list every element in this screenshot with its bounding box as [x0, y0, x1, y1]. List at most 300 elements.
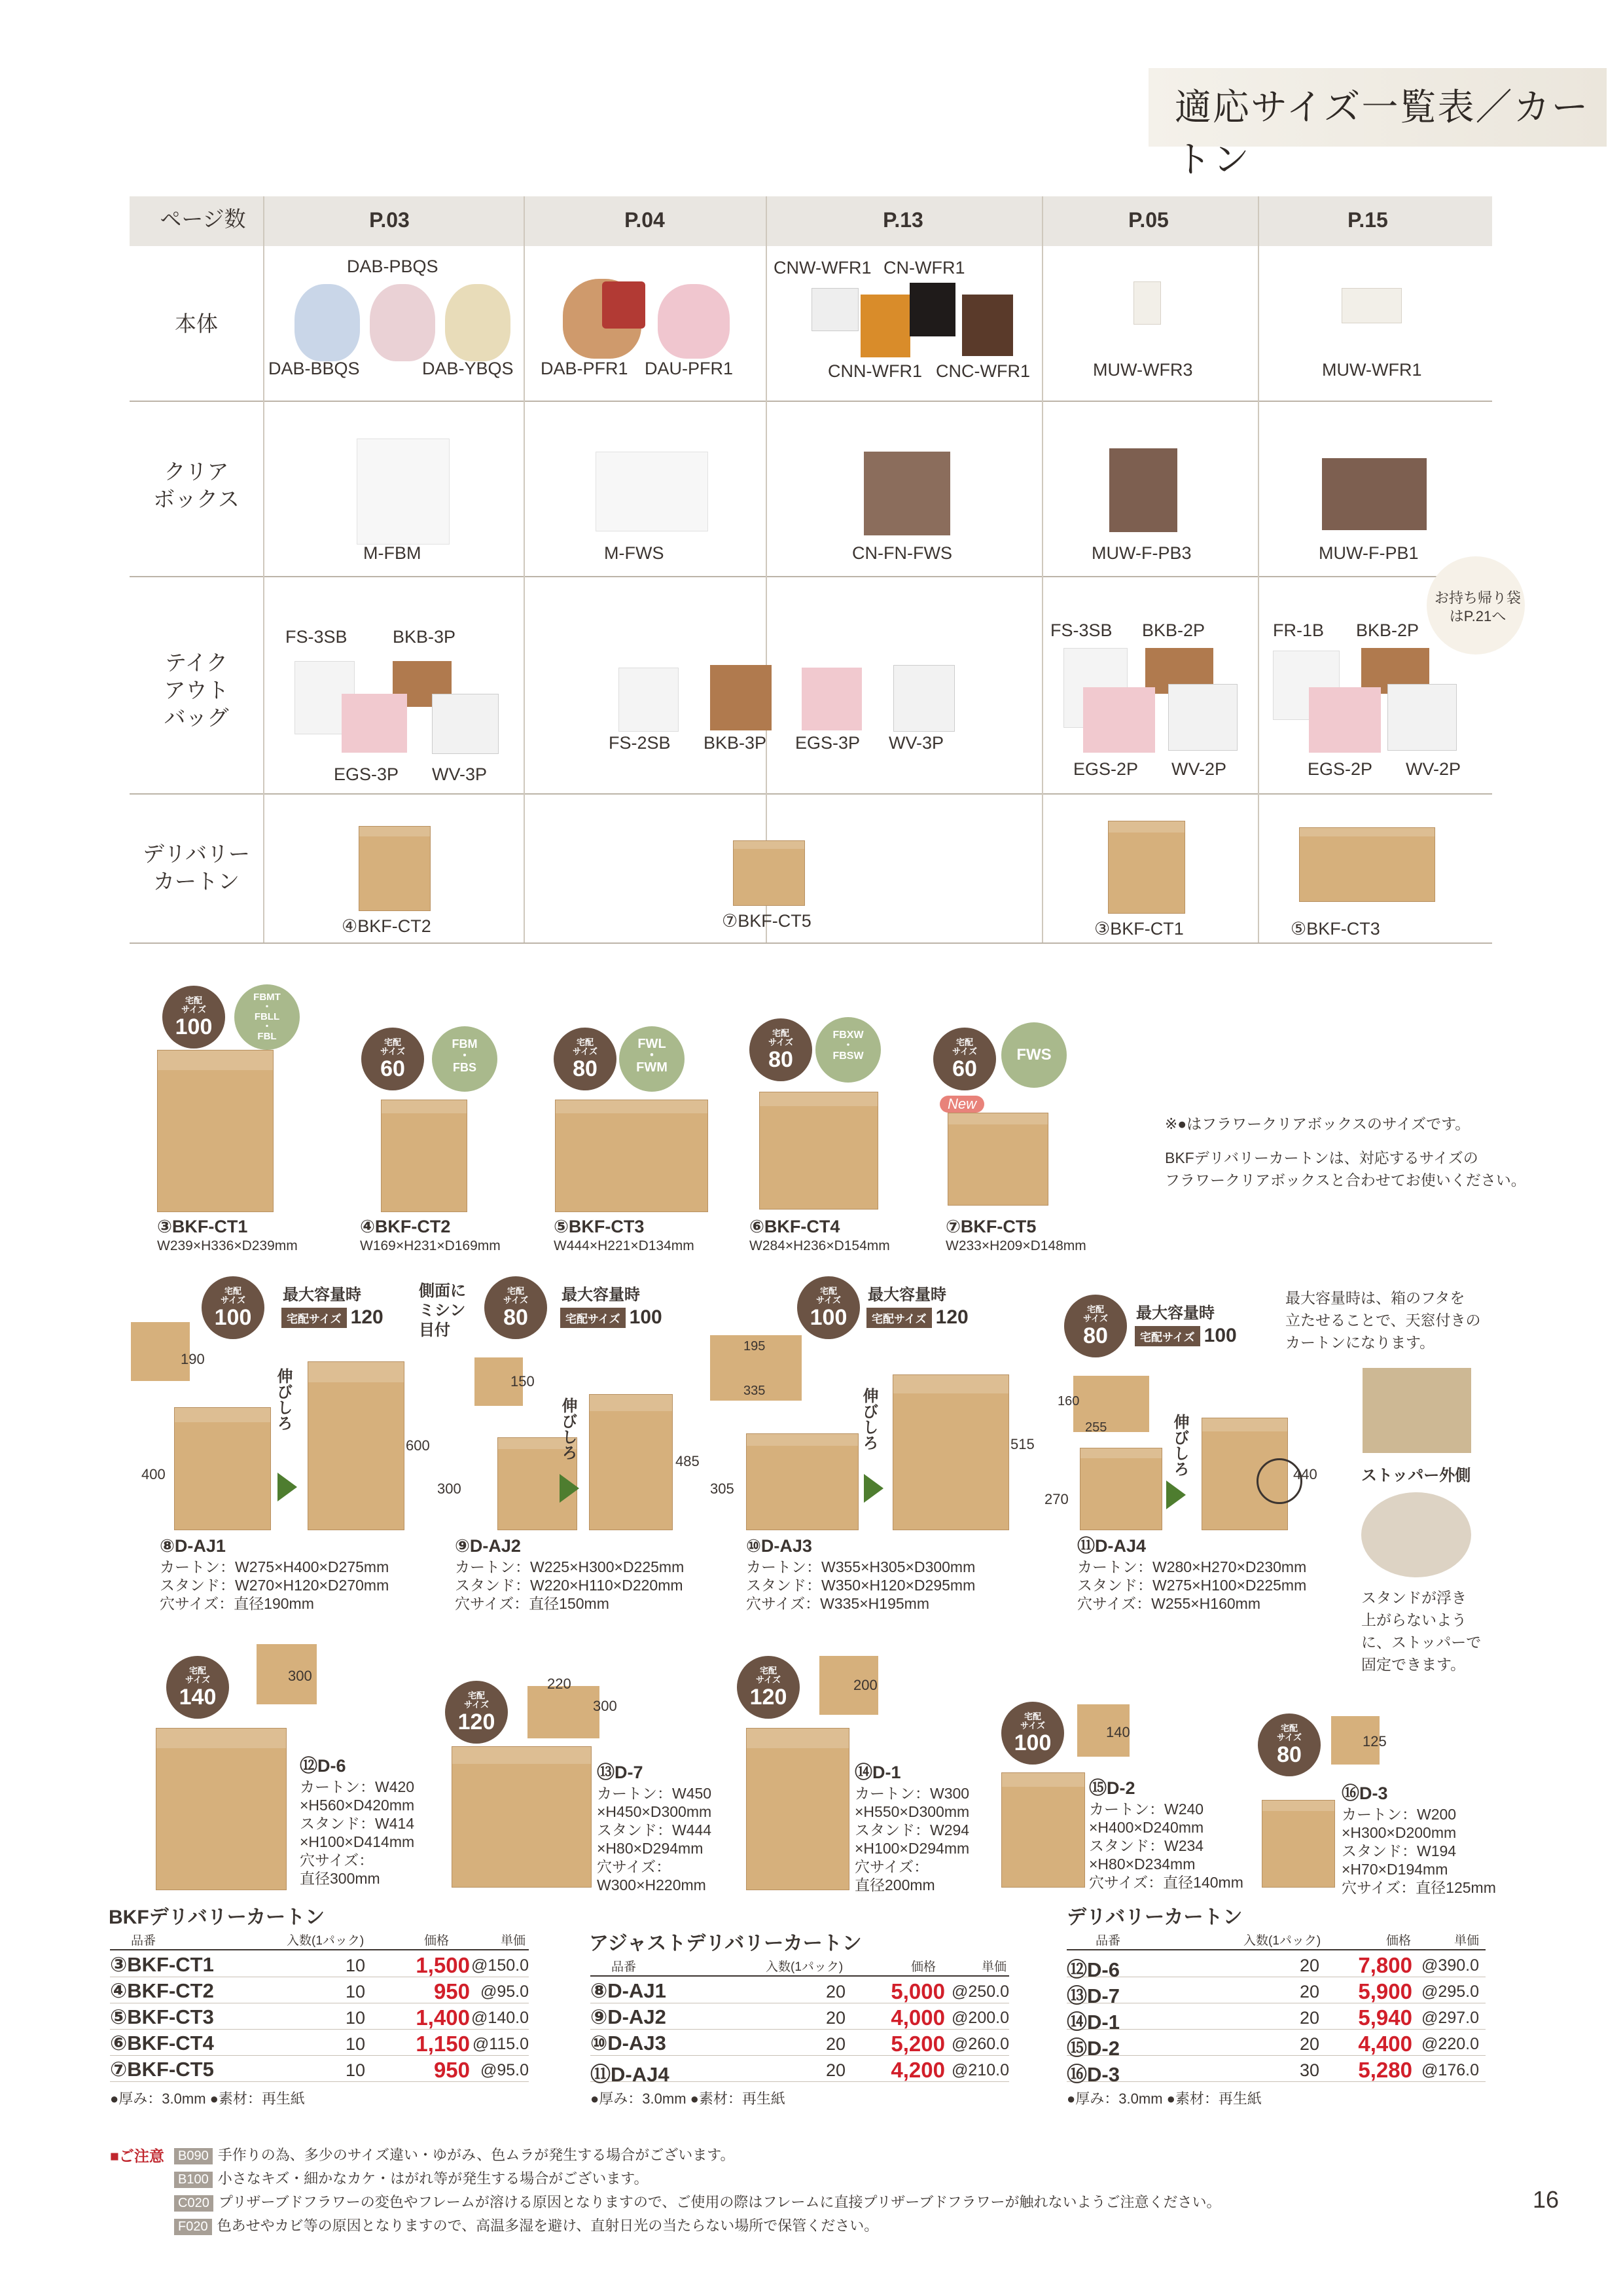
d-aj3-closed-image	[746, 1433, 859, 1530]
row-price: 4,000	[891, 2005, 945, 2030]
bag-kraft-image	[710, 665, 772, 730]
row-price: 950	[433, 2058, 470, 2082]
row-code: ⑤BKF-CT3	[110, 2005, 214, 2028]
product-caption: CNN-WFR1	[828, 361, 922, 381]
row-label-delivery-carton: デリバリー カートン	[142, 842, 250, 893]
badge-number: 100	[810, 1305, 847, 1330]
price-table-title: BKFデリバリーカートン	[109, 1907, 325, 1928]
table-footnote: ●厚み：3.0mm ●素材：再生紙	[110, 2090, 305, 2107]
row-label-pages: ページ数	[160, 207, 246, 231]
delivery-size-badge: 宅配 サイズ 100	[797, 1276, 860, 1339]
d-3-image	[1262, 1800, 1335, 1888]
d-spec-line: カートン：W450	[597, 1785, 712, 1802]
bkf-code	[157, 1217, 247, 1236]
expand-arrow-icon	[560, 1474, 579, 1503]
product-caption: WV-3P	[432, 764, 488, 784]
badge-number: 140	[179, 1685, 217, 1710]
product-caption: BKB-3P	[704, 733, 767, 753]
badge-number: 120	[457, 1710, 495, 1734]
row-price: 950	[433, 1979, 470, 2003]
bkf-code	[554, 1217, 644, 1236]
row-qty: 10	[345, 1982, 365, 2001]
product-caption: CN-FN-FWS	[852, 543, 952, 563]
bear-pink-image	[370, 284, 435, 361]
bag-pink-image	[1083, 687, 1155, 753]
bkf-code-text: ③BKF-CT1	[157, 1217, 248, 1236]
row-qty: 20	[825, 1982, 846, 2001]
caution-label: ■ご注意	[110, 2147, 164, 2164]
max-capacity-size	[866, 1306, 969, 1329]
height-label: 400	[141, 1466, 166, 1482]
bkf-code	[946, 1217, 1036, 1236]
aj-spec-line: カートン：W225×H300×D225mm	[455, 1558, 685, 1575]
product-caption: ⑤BKF-CT3	[1291, 919, 1380, 939]
delivery-size-badge: 宅配 サイズ 80	[1064, 1295, 1127, 1357]
row-price: 7,800	[1358, 1953, 1412, 1977]
delivery-size-badge	[933, 1028, 996, 1090]
badge-label: 宅配 サイズ	[573, 1037, 597, 1056]
delivery-size-badge: 宅配 サイズ 140	[166, 1656, 229, 1719]
col-head-qty: 入数(1パック)	[766, 1960, 844, 1974]
caution-item	[174, 2144, 735, 2164]
bkf-ct3-image	[555, 1100, 708, 1212]
max-tag: 宅配サイズ	[281, 1308, 347, 1328]
max-capacity-note: 最大容量時は、箱のフタを 立たせることで、天窓付きの カートンになります。	[1285, 1289, 1481, 1351]
col-head-qty: 入数(1パック)	[1243, 1934, 1321, 1948]
delivery-size-badge	[749, 1018, 812, 1081]
d-code-text: ⑭D-1	[855, 1763, 901, 1782]
product-caption: FS-2SB	[609, 733, 671, 753]
row-code: ⑩D-AJ3	[590, 2032, 666, 2054]
row-qty: 20	[1299, 2034, 1319, 2054]
table-rule	[590, 1975, 1009, 1977]
height-label: 440	[1293, 1466, 1317, 1482]
d-spec-line: 穴サイズ：	[597, 1858, 671, 1875]
aj-code-text: ⑨D-AJ2	[455, 1536, 521, 1556]
d-code-text: ⑫D-6	[300, 1756, 346, 1776]
flower-box-size-badge: FWS	[1001, 1022, 1067, 1088]
aj-code-text: ⑪D-AJ4	[1077, 1536, 1147, 1556]
bag-wave-image	[1168, 684, 1238, 751]
d-spec-line: スタンド：W194	[1342, 1842, 1457, 1859]
row-code: ⑫D-6	[1067, 1958, 1120, 1981]
table-row	[1067, 2058, 1486, 2086]
bkf-note-line: BKFデリバリーカートンは、対応するサイズの	[1165, 1149, 1478, 1166]
row-qty: 20	[825, 2034, 846, 2054]
badge-label: 宅配 サイズ	[952, 1037, 977, 1056]
stretch-label: 伸びしろ	[274, 1368, 292, 1431]
flower-box-size-badge: FBXW ・ FBSW	[815, 1017, 881, 1083]
table-row	[590, 1979, 1009, 2003]
aj-code-text: ⑩D-AJ3	[746, 1536, 812, 1556]
badge-label: 宅配 サイズ	[768, 1028, 793, 1047]
aj-code	[746, 1537, 812, 1556]
stopper-callout-circle	[1257, 1458, 1302, 1504]
d-spec-line: 穴サイズ：	[855, 1858, 929, 1875]
row-divider	[130, 942, 1492, 944]
row-code: ⑬D-7	[1067, 1984, 1120, 2007]
d-spec-line: カートン：W240	[1089, 1801, 1204, 1818]
gift-box-image	[602, 281, 645, 329]
table-footnote: ●厚み：3.0mm ●素材：再生紙	[1067, 2090, 1262, 2107]
d-spec-line: W300×H220mm	[597, 1876, 706, 1893]
table-rule	[1067, 1949, 1486, 1950]
d-spec-line: ×H100×D294mm	[855, 1840, 970, 1857]
product-caption: FS-3SB	[285, 627, 348, 647]
clear-box-wide-image	[596, 452, 708, 531]
bag-wave-image	[432, 694, 499, 754]
bear-blue-image	[294, 284, 360, 361]
product-caption: WV-3P	[889, 733, 944, 753]
aj-spec-line: スタンド：W220×H110×D220mm	[455, 1577, 683, 1594]
stretch-label: 伸びしろ	[1171, 1414, 1188, 1477]
row-price: 5,280	[1358, 2058, 1412, 2082]
table-row	[1067, 1979, 1486, 2007]
col-divider	[1258, 196, 1259, 942]
max-size-number: 120	[935, 1306, 969, 1328]
product-caption: WV-2P	[1171, 759, 1227, 779]
max-capacity-label: 最大容量時	[562, 1286, 640, 1304]
row-qty: 20	[825, 2060, 846, 2080]
hole-size-label: 160	[1058, 1394, 1080, 1408]
col-divider	[524, 196, 525, 942]
row-unit: @220.0	[1421, 2035, 1479, 2053]
row-unit: @200.0	[952, 2009, 1009, 2027]
bkf-ct2-image	[381, 1100, 467, 1212]
bkf-dims: W239×H336×D239mm	[157, 1238, 298, 1253]
product-caption: BKB-3P	[393, 627, 456, 647]
badge-number: 80	[768, 1047, 793, 1072]
bkf-dims: W169×H231×D169mm	[360, 1238, 501, 1253]
col-head-unit: 単価	[501, 1934, 526, 1948]
delivery-size-badge: 宅配 サイズ 80	[1258, 1713, 1321, 1776]
frame-wide-image	[1342, 288, 1402, 323]
table-rule	[110, 1949, 529, 1950]
height-label: 600	[406, 1437, 430, 1454]
d-7-image	[452, 1746, 592, 1888]
row-unit: @250.0	[952, 1982, 1009, 2001]
hole-size-label: 335	[743, 1384, 766, 1398]
bkf-dims: W444×H221×D134mm	[554, 1238, 694, 1253]
table-row	[110, 1979, 529, 2003]
product-caption: CNC-WFR1	[936, 361, 1030, 381]
d-spec-line: ×H450×D300mm	[597, 1803, 712, 1820]
bag-pink-image	[802, 668, 862, 730]
row-code: ⑥BKF-CT4	[110, 2032, 214, 2054]
product-caption: MUW-F-PB1	[1319, 543, 1419, 563]
flower-box-size-badge: FBMT ・ FBLL ・ FBL	[234, 984, 300, 1050]
height-label: 300	[437, 1480, 461, 1497]
product-caption: DAB-PFR1	[541, 359, 628, 378]
d-code-text: ⑮D-2	[1089, 1778, 1135, 1798]
page-ref: P.13	[883, 208, 923, 232]
col-divider	[263, 196, 264, 942]
max-capacity-label: 最大容量時	[868, 1286, 946, 1304]
frame-black-image	[910, 283, 955, 336]
row-label-takeout-bag: テイク アウト バッグ	[164, 651, 229, 730]
page-ref: P.04	[624, 208, 665, 232]
max-capacity-size	[1135, 1325, 1237, 1347]
caution-text: 小さなキズ・細かなカケ・はがれ等が発生する場合がございます。	[217, 2170, 649, 2187]
row-divider	[130, 401, 1492, 402]
d-spec-line: カートン：W300	[855, 1785, 970, 1802]
row-qty: 20	[1299, 2008, 1319, 2028]
max-tag: 宅配サイズ	[866, 1308, 932, 1328]
row-unit: @176.0	[1421, 2061, 1479, 2079]
aj-spec-line: 穴サイズ：直径150mm	[455, 1595, 609, 1612]
d-spec-line: 穴サイズ：直径125mm	[1342, 1879, 1496, 1896]
product-caption: DAB-PBQS	[347, 257, 438, 276]
aj-spec-line: スタンド：W275×H100×D225mm	[1077, 1577, 1307, 1594]
col-head-code: 品番	[1096, 1934, 1121, 1948]
d-spec-line: ×H300×D200mm	[1342, 1824, 1457, 1841]
side-perforation-note: 側面に ミシン 目付	[419, 1282, 466, 1339]
aj-spec-line: カートン：W280×H270×D230mm	[1077, 1558, 1307, 1575]
product-caption: FS-3SB	[1050, 620, 1113, 640]
d-spec-line: 直径300mm	[300, 1870, 380, 1887]
d-aj3-open-image	[893, 1374, 1009, 1530]
row-code: ③BKF-CT1	[110, 1953, 214, 1976]
col-head-code: 品番	[611, 1960, 637, 1974]
d-spec-line: ×H100×D414mm	[300, 1833, 415, 1850]
stretch-label: 伸びしろ	[559, 1397, 577, 1460]
badge-number: 100	[175, 1014, 213, 1039]
aj-spec-line: 穴サイズ：W255×H160mm	[1077, 1595, 1260, 1612]
row-price: 1,150	[416, 2032, 470, 2056]
product-caption: DAB-YBQS	[422, 359, 514, 378]
aj-spec-line: カートン：W355×H305×D300mm	[746, 1558, 976, 1575]
aj-spec-line: スタンド：W350×H120×D295mm	[746, 1577, 976, 1594]
d-spec-line: スタンド：W234	[1089, 1837, 1204, 1854]
price-table-title: デリバリーカートン	[1067, 1907, 1243, 1928]
hole-size-label: 190	[181, 1351, 205, 1367]
aj-code	[455, 1537, 521, 1556]
d-spec-line: スタンド：W414	[300, 1815, 415, 1832]
product-caption: MUW-WFR1	[1322, 360, 1422, 380]
hole-size-label: 300	[288, 1668, 312, 1684]
height-label: 270	[1044, 1491, 1069, 1507]
aj-code	[1077, 1537, 1146, 1556]
row-qty: 10	[345, 2060, 365, 2080]
flower-box-size-badge: FWL ・ FWM	[619, 1026, 685, 1092]
stand-box-image	[864, 452, 950, 535]
product-caption: MUW-F-PB3	[1092, 543, 1192, 563]
product-caption: DAU-PFR1	[645, 359, 734, 378]
row-qty: 20	[1299, 1956, 1319, 1975]
row-price: 5,940	[1358, 2005, 1412, 2030]
row-unit: @95.0	[480, 1982, 529, 2001]
flower-box-size-badge: FBM ・ FBS	[432, 1026, 497, 1092]
row-qty: 20	[825, 2008, 846, 2028]
max-size-number: 100	[629, 1306, 662, 1328]
delivery-size-badge	[162, 986, 225, 1049]
product-caption: EGS-3P	[334, 764, 399, 784]
page-ref: P.05	[1128, 208, 1169, 232]
row-price: 1,500	[416, 1953, 470, 1977]
max-capacity-size	[281, 1306, 383, 1329]
d-aj1-open-image	[308, 1361, 404, 1530]
hole-size-label: 255	[1085, 1420, 1107, 1435]
carton-image	[733, 840, 805, 906]
d-spec-line: ×H70×D194mm	[1342, 1861, 1448, 1878]
max-capacity-label: 最大容量時	[1136, 1304, 1215, 1322]
row-price: 5,900	[1358, 1979, 1412, 2003]
max-capacity-size	[560, 1306, 662, 1329]
row-price: 5,200	[891, 2032, 945, 2056]
table-row	[1067, 1953, 1486, 1981]
badge-number: 60	[952, 1056, 977, 1081]
row-label-clear-box: クリア ボックス	[153, 459, 240, 511]
badge-number: 60	[380, 1056, 405, 1081]
price-table-title: アジャストデリバリーカートン	[589, 1933, 862, 1954]
aj-code-text: ⑧D-AJ1	[160, 1536, 226, 1556]
d-code-text: ⑯D-3	[1342, 1784, 1388, 1803]
product-caption: EGS-2P	[1308, 759, 1373, 779]
caution-code: B090	[174, 2148, 213, 2164]
bkf-ct1-image	[157, 1050, 274, 1212]
max-capacity-label: 最大容量時	[283, 1286, 361, 1304]
d-aj4-closed-image	[1080, 1448, 1162, 1530]
table-row	[1067, 2005, 1486, 2034]
row-price: 5,000	[891, 1979, 945, 2003]
d-code-text: ⑬D-7	[597, 1763, 643, 1782]
row-unit: @140.0	[471, 2009, 529, 2027]
row-divider	[130, 576, 1492, 577]
frame-white-image	[812, 288, 859, 331]
bkf-code-text: ⑥BKF-CT4	[749, 1217, 840, 1236]
product-caption: FR-1B	[1273, 620, 1325, 640]
delivery-size-badge: 宅配 サイズ 120	[737, 1656, 800, 1719]
row-qty: 10	[345, 2008, 365, 2028]
caution-item	[174, 2168, 649, 2188]
product-caption: EGS-2P	[1073, 759, 1139, 779]
d-spec-line: 穴サイズ：直径140mm	[1089, 1874, 1243, 1891]
aj-spec-line: 穴サイズ：直径190mm	[160, 1595, 314, 1612]
hole-size-label: 140	[1106, 1724, 1130, 1740]
product-caption: DAB-BBQS	[268, 359, 360, 378]
clear-box-tall-image	[357, 439, 450, 545]
product-caption: BKB-2P	[1356, 620, 1419, 640]
row-qty: 30	[1299, 2060, 1319, 2080]
delivery-size-badge	[361, 1028, 424, 1090]
table-row	[110, 2032, 529, 2056]
product-caption: CN-WFR1	[883, 258, 965, 278]
carton-image	[1299, 827, 1435, 902]
row-unit: @210.0	[952, 2061, 1009, 2079]
bkf-code	[749, 1217, 840, 1236]
col-head-price: 価格	[1386, 1934, 1412, 1948]
bkf-code-text: ⑦BKF-CT5	[946, 1217, 1037, 1236]
stopper-label: ストッパー外側	[1361, 1467, 1471, 1484]
d-spec-line: カートン：W420	[300, 1778, 415, 1795]
row-unit: @260.0	[952, 2035, 1009, 2053]
aj-code	[160, 1537, 226, 1556]
carton-image	[359, 826, 431, 911]
stopper-note: スタンドが浮き 上がらないよう に、ストッパーで 固定できます。	[1361, 1589, 1482, 1673]
aj-spec-line: スタンド：W270×H120×D270mm	[160, 1577, 389, 1594]
row-unit: @297.0	[1421, 2009, 1479, 2027]
page-title-banner	[1149, 68, 1607, 181]
d-spec-line: 直径200mm	[855, 1876, 935, 1893]
d-spec-line: ×H80×D294mm	[597, 1840, 704, 1857]
hole-size-label: 300	[593, 1698, 617, 1714]
product-caption: ⑦BKF-CT5	[722, 911, 812, 931]
bkf-note-line: ※●はフラワークリアボックスのサイズです。	[1165, 1115, 1471, 1132]
badge-number: 80	[1277, 1742, 1302, 1767]
row-code: ⑦BKF-CT5	[110, 2058, 214, 2081]
delivery-size-badge: 宅配 サイズ 120	[445, 1681, 508, 1744]
bkf-dims: W284×H236×D154mm	[749, 1238, 890, 1253]
d-code	[855, 1763, 901, 1782]
expand-arrow-icon	[1166, 1480, 1186, 1509]
row-code: ⑧D-AJ1	[590, 1979, 666, 2002]
col-head-price: 価格	[424, 1934, 450, 1948]
badge-label: 宅配 サイズ	[380, 1037, 405, 1056]
caution-text: 色あせやカビ等の原因となりますので、高温多湿を避け、直射日光の当たらない場所で保管ください。	[217, 2217, 879, 2234]
bkf-ct5-image	[948, 1113, 1048, 1206]
row-divider	[130, 793, 1492, 795]
d-spec-line: 穴サイズ：	[300, 1852, 374, 1869]
page-number: 16	[1533, 2186, 1560, 2213]
d-aj2-open-image	[589, 1394, 673, 1530]
row-price: 4,400	[1358, 2032, 1412, 2056]
max-capacity-photo	[1363, 1368, 1471, 1453]
table-row	[590, 2032, 1009, 2056]
bag-pink-image	[1309, 687, 1381, 753]
max-size-number: 100	[1204, 1325, 1237, 1346]
bkf-code-text: ④BKF-CT2	[360, 1217, 451, 1236]
caution-item	[174, 2215, 878, 2235]
badge-label: 宅配 サイズ	[181, 996, 206, 1014]
row-code: ⑪D-AJ4	[590, 2063, 669, 2086]
delivery-size-badge: 宅配 サイズ 100	[202, 1276, 264, 1339]
delivery-size-badge	[554, 1028, 616, 1090]
row-price: 1,400	[416, 2005, 470, 2030]
row-code: ④BKF-CT2	[110, 1979, 214, 2002]
table-row	[590, 2005, 1009, 2030]
hole-size-label: 220	[547, 1676, 571, 1692]
d-code	[1089, 1779, 1135, 1798]
row-code: ⑭D-1	[1067, 2011, 1120, 2034]
product-caption: ③BKF-CT1	[1094, 919, 1184, 939]
stand-box-tall-image	[1109, 448, 1177, 532]
expand-arrow-icon	[864, 1474, 883, 1503]
row-unit: @95.0	[480, 2061, 529, 2079]
max-tag: 宅配サイズ	[1135, 1326, 1200, 1346]
hole-size-label: 150	[510, 1373, 535, 1390]
page-title: 適応サイズ一覧表／カートン	[1175, 88, 1590, 181]
d-code	[300, 1757, 346, 1776]
hole-size-label: 200	[853, 1677, 878, 1693]
delivery-size-badge: 宅配 サイズ 100	[1001, 1702, 1064, 1765]
d-code	[1342, 1784, 1388, 1803]
stopper-detail-image	[1361, 1492, 1471, 1577]
height-label: 485	[675, 1453, 700, 1469]
max-tag: 宅配サイズ	[560, 1308, 626, 1328]
d-code	[597, 1763, 643, 1782]
row-unit: @295.0	[1421, 1982, 1479, 2001]
row-qty: 20	[1299, 1982, 1319, 2001]
bag-white-image	[618, 668, 679, 732]
d-spec-line: ×H80×D234mm	[1089, 1856, 1196, 1873]
new-badge: New	[940, 1096, 984, 1113]
frame-orange-image	[861, 295, 910, 357]
carton-image	[1108, 821, 1185, 914]
col-head-unit: 単価	[982, 1960, 1007, 1974]
d-aj1-closed-image	[174, 1407, 271, 1530]
row-label-body: 本体	[175, 312, 218, 336]
frame-brown-image	[962, 295, 1013, 356]
